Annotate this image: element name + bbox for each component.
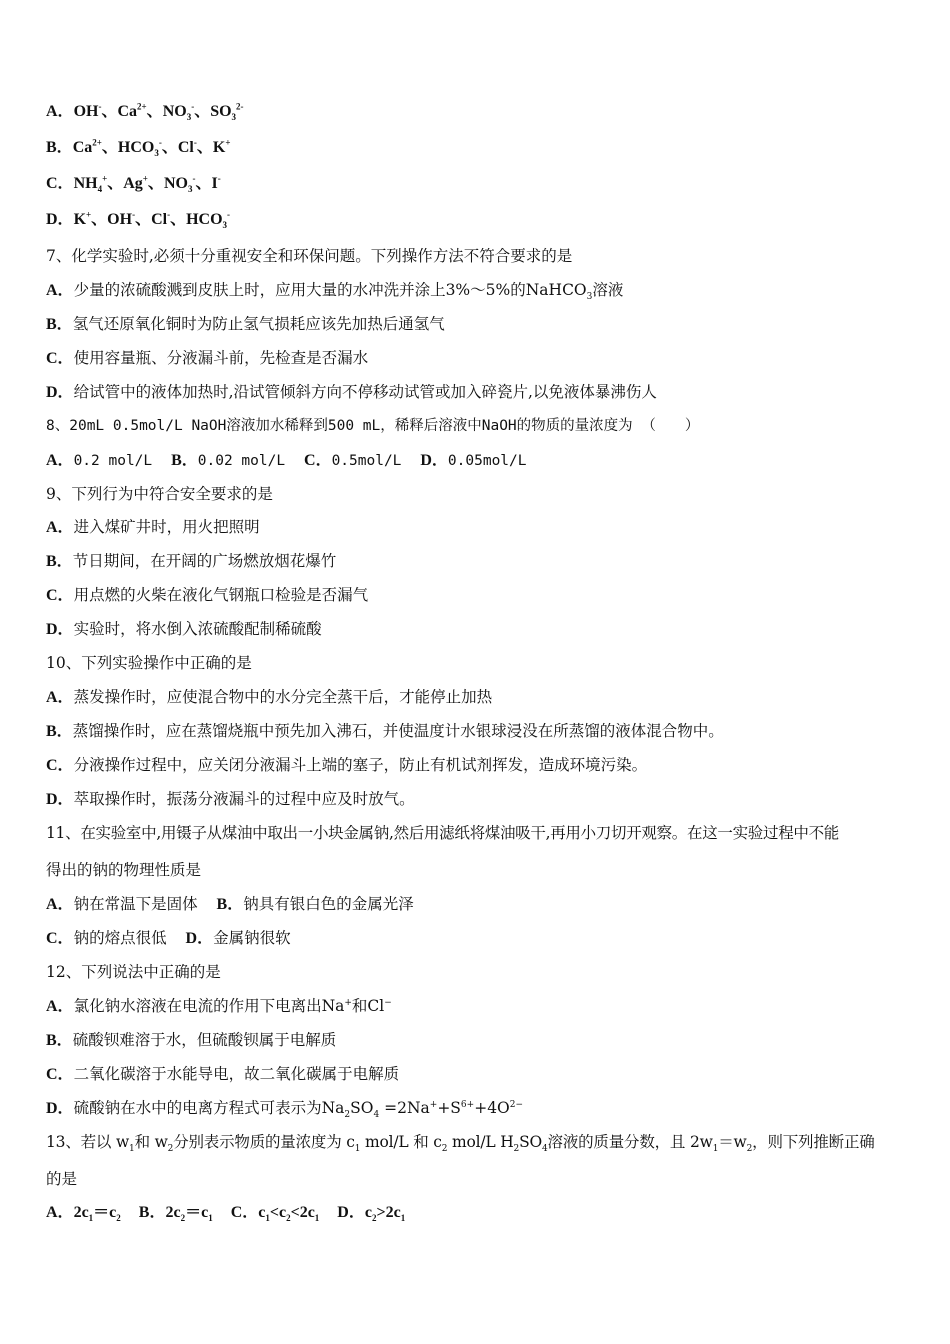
q13-stem-line2: 的是 bbox=[46, 1170, 78, 1188]
q6-option-a: A．OH-、$Ca^{2+}$、$NO_3^-$、$SO_3^{2-}$ bbox=[46, 101, 244, 123]
q9-option-a: A．进入煤矿井时，用火把照明 bbox=[46, 518, 260, 536]
q11-options-ab: A．钠在常温下是固体 B．钠具有银白色的金属光泽 bbox=[46, 895, 414, 913]
ion: I- bbox=[211, 173, 221, 192]
q13-options: A．$2c_1=c_2$ B．$2c_2=c_1$ C．$c_1<c_2<2c_1$ D．$c_2>2c_1$ bbox=[46, 1204, 406, 1224]
q9-stem: 9、下列行为中符合安全要求的是 bbox=[46, 485, 273, 503]
ion: $HCO_3^-$ bbox=[186, 209, 231, 231]
separator: 、 bbox=[196, 139, 213, 156]
q10-option-a: A．蒸发操作时，应使混合物中的水分完全蒸干后，才能停止加热 bbox=[46, 688, 493, 706]
ion: Cl- bbox=[177, 137, 197, 156]
separator: 、 bbox=[101, 103, 118, 120]
q9-option-c: C．用点燃的火柴在液化气钢瓶口检验是否漏气 bbox=[46, 586, 369, 604]
ion: $NH_4^+$ bbox=[73, 173, 108, 195]
separator: 、 bbox=[135, 211, 152, 228]
q11-stem-line2: 得出的钠的物理性质是 bbox=[46, 861, 202, 879]
q9-option-b: B．节日期间，在开阔的广场燃放烟花爆竹 bbox=[46, 552, 337, 570]
ion: OH- bbox=[73, 101, 102, 120]
q12-option-c: C．二氧化碳溶于水能导电，故二氧化碳属于电解质 bbox=[46, 1065, 400, 1083]
q7-option-c: C．使用容量瓶、分液漏斗前，先检查是否漏水 bbox=[46, 349, 369, 367]
separator: 、 bbox=[91, 211, 108, 228]
ion: Ag+ bbox=[123, 173, 148, 192]
ion: $NO_3^-$ bbox=[162, 101, 195, 123]
q6-option-c: C．$NH_4^+$、Ag+、$NO_3^-$、I- bbox=[46, 173, 221, 195]
q8-stem: 8、20mL 0.5mol/L NaOH溶液加水稀释到500 mL，稀释后溶液中NaOH的物质的量浓度为 （ ） bbox=[46, 418, 700, 434]
q7-option-a: A．少量的浓硫酸溅到皮肤上时，应用大量的水冲洗并涂上3%～5%的NaHCO$_3$溶液 bbox=[46, 281, 624, 303]
q10-option-d: D．萃取操作时，振荡分液漏斗的过程中应及时放气。 bbox=[46, 790, 415, 808]
ion: $SO_3^{2-}$ bbox=[210, 101, 244, 123]
ion: $HCO_3^-$ bbox=[117, 137, 162, 159]
ion: Cl- bbox=[151, 209, 171, 228]
ion: $Ca^{2+}$ bbox=[72, 137, 102, 156]
separator: 、 bbox=[161, 139, 178, 156]
q13-stem-line1: 13、若以 $w_1$和 $w_2$分别表示物质的量浓度为 $c_1$ mol/L 和 $c_2$ mol/L $H_2SO_4$溶液的质量分数，且 $2w_1=w_2$，则下列推断正确 bbox=[46, 1133, 875, 1155]
separator: 、 bbox=[170, 211, 187, 228]
ion: $NO_3^-$ bbox=[163, 173, 196, 195]
q8-options: A．0.2 mol/L B．0.02 mol/L C．0.5mol/L D．0.05mol/L bbox=[46, 452, 527, 469]
q7-stem: 7、化学实验时,必须十分重视安全和环保问题。下列操作方法不符合要求的是 bbox=[46, 247, 573, 265]
q11-options-cd: C．钠的熔点很低 D．金属钠很软 bbox=[46, 929, 291, 947]
ion: OH- bbox=[107, 209, 136, 228]
q7-option-d: D．给试管中的液体加热时,沿试管倾斜方向不停移动试管或加入碎瓷片,以免液体暴沸伤人 bbox=[46, 383, 657, 401]
q10-stem: 10、下列实验操作中正确的是 bbox=[46, 654, 252, 672]
ion: K+ bbox=[212, 137, 231, 156]
separator: 、 bbox=[195, 175, 212, 192]
q6-option-b: B．$Ca^{2+}$、$HCO_3^-$、Cl-、K+ bbox=[46, 137, 231, 159]
q12-option-a: A．氯化钠水溶液在电流的作用下电离出Na+和Cl− bbox=[46, 997, 392, 1015]
q11-stem-line1: 11、在实验室中,用镊子从煤油中取出一小块金属钠,然后用滤纸将煤油吸干,再用小刀切开观察。在这一实验过程中不能 bbox=[46, 824, 840, 842]
separator: 、 bbox=[147, 175, 164, 192]
q7-option-b: B．氢气还原氧化铜时为防止氢气损耗应该先加热后通氢气 bbox=[46, 315, 445, 333]
separator: 、 bbox=[101, 139, 118, 156]
q12-option-d: D．硫酸钠在水中的电离方程式可表示为$Na_2SO_4 =2Na^++S^{6+}+4O^{2-}$ bbox=[46, 1099, 524, 1121]
q12-stem: 12、下列说法中正确的是 bbox=[46, 963, 221, 981]
ion: $Ca^{2+}$ bbox=[117, 101, 147, 120]
separator: 、 bbox=[194, 103, 211, 120]
q12-option-b: B．硫酸钡难溶于水，但硫酸钡属于电解质 bbox=[46, 1031, 337, 1049]
q10-option-b: B．蒸馏操作时，应在蒸馏烧瓶中预先加入沸石，并使温度计水银球浸没在所蒸馏的液体混合物中。 bbox=[46, 722, 724, 740]
q10-option-c: C．分液操作过程中，应关闭分液漏斗上端的塞子，防止有机试剂挥发，造成环境污染。 bbox=[46, 756, 648, 774]
separator: 、 bbox=[146, 103, 163, 120]
ion: K+ bbox=[73, 209, 92, 228]
q6-option-d: D．K+、OH-、Cl-、$HCO_3^-$ bbox=[46, 209, 231, 231]
q9-option-d: D．实验时，将水倒入浓硫酸配制稀硫酸 bbox=[46, 620, 322, 638]
separator: 、 bbox=[107, 175, 124, 192]
